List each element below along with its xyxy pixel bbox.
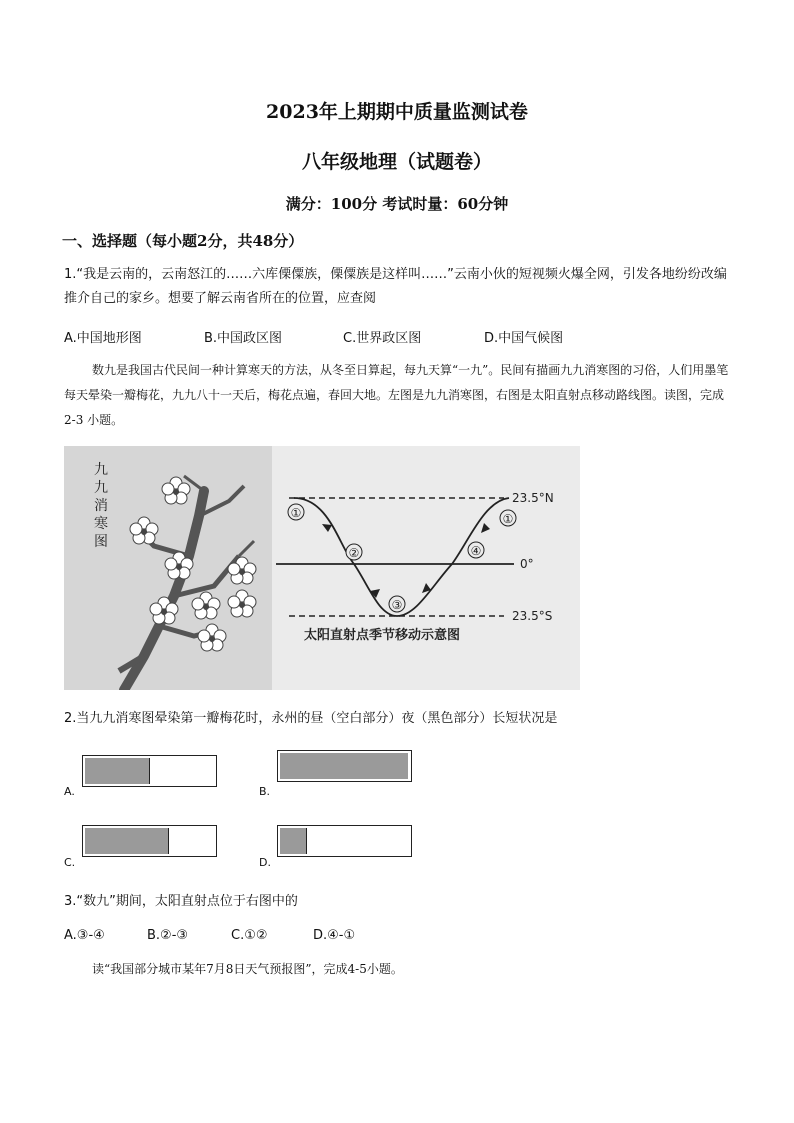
- figure-right-caption: 太阳直射点季节移动示意图: [304, 628, 461, 643]
- passage-intro: 数九是我国古代民间一种计算寒天的方法，从冬至日算起，每九天算“一九”。民间有描画九九消寒图的习俗，人们用墨笔每天晕染一瓣梅花，九九八十一天后，梅花点遍，春回大地。左图是九九消寒图，右图是太阳直射点移动路线图。读图，完成 2-3 小题。: [64, 363, 729, 427]
- question-1-text: 1.“我是云南的，云南怒江的……六库傈僳族，傈僳族是这样叫……”云南小伙的短视频火爆全网，引发各地纷纷改编推介自己的家乡。想要了解云南省所在的位置，应查阅: [64, 267, 727, 306]
- point-label-4: ④: [470, 544, 482, 558]
- figure-left-label-4: 寒: [94, 516, 108, 532]
- night-fill-c: [85, 828, 169, 854]
- point-label-2: ②: [348, 546, 360, 560]
- lat-north-label: 23.5°N: [512, 491, 554, 505]
- figure-left-label-1: 九: [94, 462, 108, 478]
- point-label-1: ①: [290, 506, 302, 520]
- q2-label-b: B.: [259, 785, 271, 798]
- lat-south-label: 23.5°S: [512, 609, 553, 623]
- plum-blossom-figure: [64, 446, 580, 690]
- point-label-5: ①: [502, 512, 514, 526]
- section-heading: 一、选择题（每小题2分，共48分）: [62, 232, 304, 250]
- figure-left-label-2: 九: [94, 480, 108, 496]
- q1-option-c: C.世界政区图: [343, 331, 422, 346]
- daynight-bar-b: [277, 750, 412, 782]
- question-3-text: 3.“数九”期间，太阳直射点位于右图中的: [64, 894, 298, 909]
- q3-option-a: A.③-④: [64, 928, 105, 943]
- q2-label-c: C.: [64, 856, 76, 869]
- q3-option-c: C.①②: [231, 928, 268, 943]
- daynight-bar-a: [82, 755, 217, 787]
- question-2-text: 2.当九九消寒图晕染第一瓣梅花时，永州的昼（空白部分）夜（黑色部分）长短状况是: [64, 711, 558, 726]
- q1-option-a: A.中国地形图: [64, 331, 142, 346]
- exam-title: 2023年上期期中质量监测试卷: [266, 101, 528, 123]
- night-fill-d: [280, 828, 307, 854]
- figure-left-label-5: 图: [94, 534, 108, 550]
- daynight-bar-c: [82, 825, 217, 857]
- night-fill-a: [85, 758, 150, 784]
- figure-combined: [64, 446, 580, 690]
- exam-info: 满分：100分 考试时量：60分钟: [285, 195, 509, 213]
- figure-left-label-3: 消: [94, 498, 108, 514]
- lat-equator-label: 0°: [520, 557, 534, 571]
- point-label-3: ③: [391, 598, 403, 612]
- reading-instruction: 读“我国部分城市某年7月8日天气预报图”，完成4-5小题。: [92, 962, 403, 976]
- q2-label-d: D.: [259, 856, 271, 869]
- q3-option-b: B.②-③: [147, 928, 189, 943]
- q3-option-d: D.④-①: [313, 928, 356, 943]
- night-fill-b: [280, 753, 408, 779]
- exam-subtitle: 八年级地理（试题卷）: [301, 151, 492, 173]
- q2-label-a: A.: [64, 785, 75, 798]
- q1-option-d: D.中国气候图: [484, 331, 564, 346]
- q1-option-b: B.中国政区图: [204, 331, 283, 346]
- daynight-bar-d: [277, 825, 412, 857]
